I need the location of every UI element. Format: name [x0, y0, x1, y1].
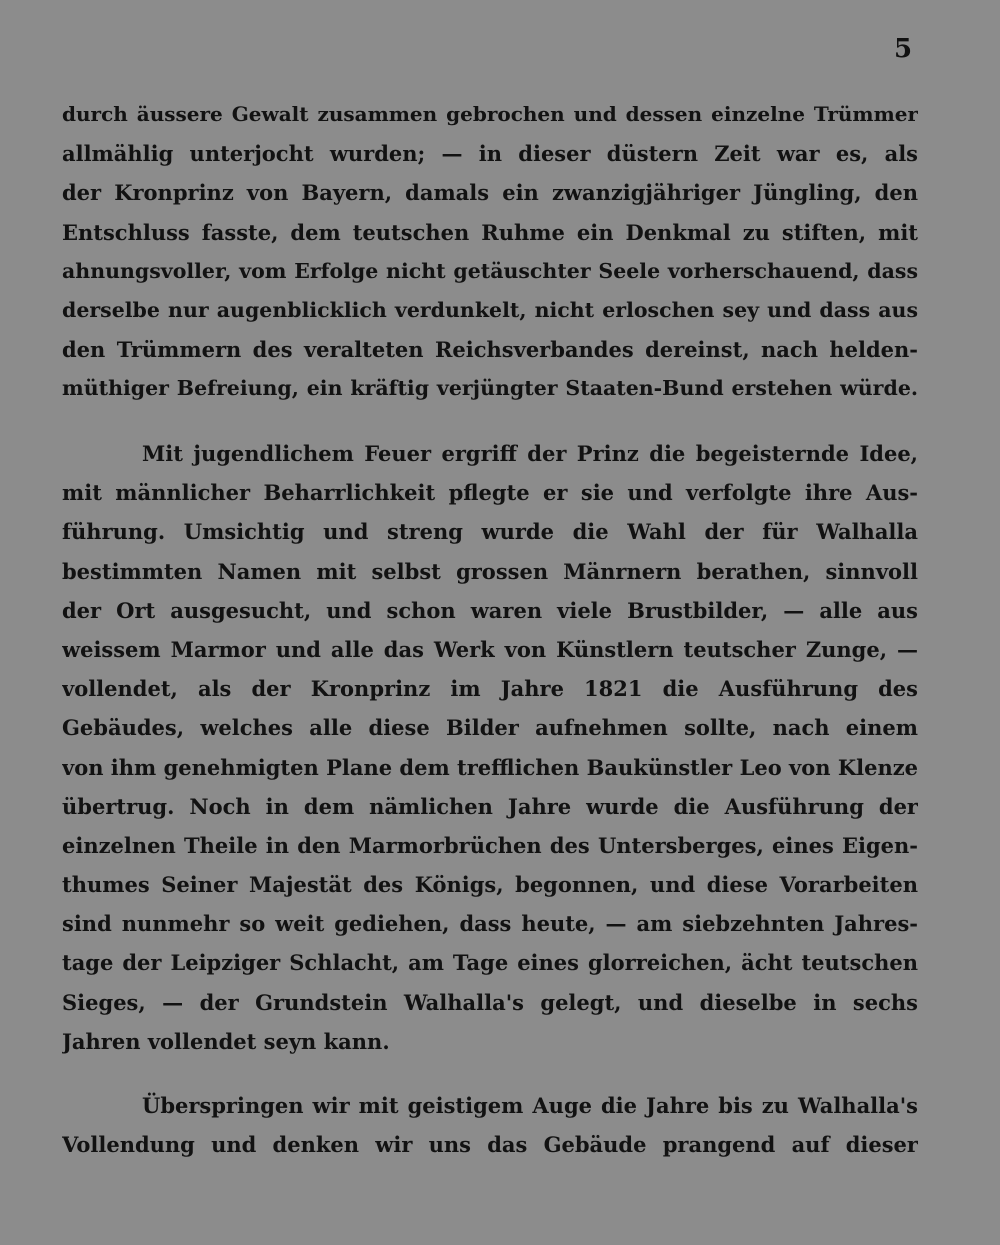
text-line: übertrug. Noch in dem nämlichen Jahre wurde die Ausführung der — [62, 793, 918, 819]
text-line: derselbe nur augenblicklich verdunkelt, nicht erloschen sey und dass aus — [62, 297, 918, 322]
text-line: der Ort ausgesucht, und schon waren viele Brustbilder, — alle aus — [62, 597, 918, 623]
text-line: Gebäudes, welches alle diese Bilder aufnehmen sollte, nach einem — [62, 715, 918, 741]
paragraph-3 — [62, 1086, 918, 1164]
text-line: thumes Seiner Majestät des Königs, begonnen, und diese Vorarbeiten — [62, 872, 918, 898]
text-line: mit männlicher Beharrlichkeit pflegte er sie und verfolgte ihre Aus- — [62, 480, 918, 506]
text-line: führung. Umsichtig und streng wurde die Wahl der für Walhalla — [62, 519, 918, 545]
paragraph-2 — [62, 434, 918, 1061]
text-line: den Trümmern des veralteten Reichsverbandes dereinst, nach helden- — [62, 337, 918, 363]
page-number: 5 — [894, 34, 913, 64]
text-line: sind nunmehr so weit gediehen, dass heute, — am siebzehnten Jahres- — [62, 911, 918, 937]
text-line: ahnungsvoller, vom Erfolge nicht getäuschter Seele vorherschauend, dass — [62, 258, 918, 283]
text-line: bestimmten Namen mit selbst grossen Mänrnern berathen, sinnvoll — [62, 558, 918, 584]
text-line: müthiger Befreiung, ein kräftig verjüngter Staaten-Bund erstehen würde. — [62, 376, 918, 401]
text-line: Entschluss fasste, dem teutschen Ruhme ein Denkmal zu stiften, mit — [62, 219, 918, 245]
text-line: der Kronprinz von Bayern, damals ein zwanzigjähriger Jüngling, den — [62, 180, 918, 206]
text-line: Mit jugendlichem Feuer ergriff der Prinz die begeisternde Idee, — [142, 441, 918, 466]
text-line: Sieges, — der Grundstein Walhalla's gelegt, und dieselbe in sechs — [62, 989, 918, 1015]
text-line: durch äussere Gewalt zusammen gebrochen und dessen einzelne Trümmer — [62, 102, 918, 126]
text-line: Jahren vollendet seyn kann. — [62, 1028, 390, 1054]
paragraph-1 — [62, 95, 918, 409]
text-line: tage der Leipziger Schlacht, am Tage eines glorreichen, ächt teutschen — [62, 950, 918, 976]
text-line: weissem Marmor und alle das Werk von Künstlern teutscher Zunge, — — [62, 636, 918, 662]
text-line: vollendet, als der Kronprinz im Jahre 1821 die Ausführung des — [62, 676, 918, 702]
text-line: Überspringen wir mit geistigem Auge die Jahre bis zu Walhalla's — [142, 1093, 918, 1118]
text-line: allmählig unterjocht wurden; — in dieser düstern Zeit war es, als — [62, 141, 918, 167]
text-line: von ihm genehmigten Plane dem trefflichen Baukünstler Leo von Klenze — [62, 754, 918, 780]
text-line: einzelnen Theile in den Marmorbrüchen des Untersberges, eines Eigen- — [62, 832, 918, 858]
text-line: Vollendung und denken wir uns das Gebäude prangend auf dieser — [62, 1132, 918, 1158]
